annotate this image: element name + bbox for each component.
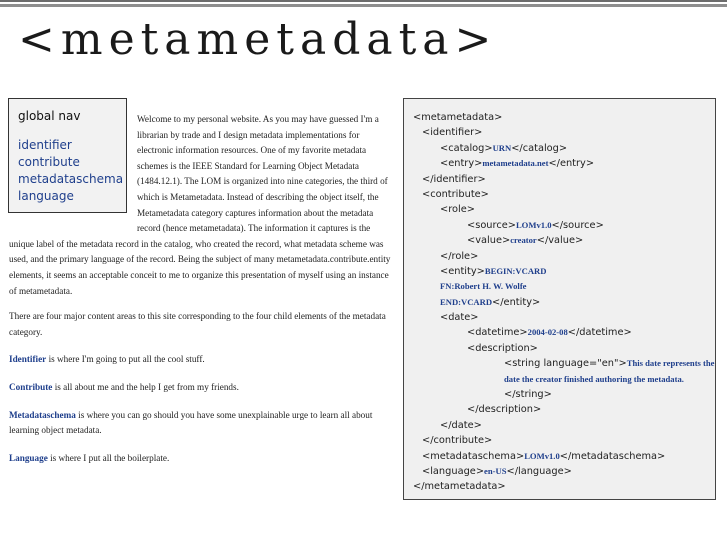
code-line: <string language="en">This date represents the date the creator finished authoring the metadata.</string>	[504, 358, 715, 401]
code-line: <metametadata>	[413, 112, 503, 123]
code-value: END:VCARD	[440, 296, 493, 307]
code-line: <identifier>	[422, 127, 483, 139]
code-value: This date represents the date the creator finished authoring the metadata.	[504, 358, 715, 384]
code-line: <role>	[440, 204, 475, 216]
area-text: is all about me and the help I get from my friends.	[52, 381, 239, 392]
code-line: <contribute>	[422, 188, 489, 200]
areas-paragraph: There are four major content areas to this site corresponding to the four child elements of the metadata category.	[9, 311, 386, 337]
nav-link-language[interactable]: language	[18, 189, 74, 203]
code-line: </date>	[440, 419, 482, 431]
area-text: is where I'm going to put all the cool stuff.	[46, 354, 205, 365]
area-link-language[interactable]: Language	[9, 452, 48, 463]
nav-link-identifier[interactable]: identifier	[18, 138, 72, 152]
code-line	[404, 279, 715, 294]
code-line: END:VCARD</entity>	[440, 296, 541, 308]
code-line: </description>	[467, 404, 542, 416]
global-nav-title: global nav	[18, 109, 81, 123]
code-value: URN	[492, 142, 512, 153]
area-item-identifier	[9, 352, 391, 368]
area-link-contribute[interactable]: Contribute	[9, 381, 53, 392]
code-line: </role>	[440, 250, 479, 262]
code-value: BEGIN:VCARD	[484, 265, 547, 276]
area-link-identifier[interactable]: Identifier	[9, 354, 47, 365]
area-text: is where I put all the boilerplate.	[47, 452, 170, 463]
code-line: <datetime>2004-02-08</datetime>	[467, 327, 632, 339]
code-line: <metadataschema>LOMv1.0</metadataschema>	[422, 450, 666, 462]
code-value: LOMv1.0	[524, 450, 560, 461]
area-text: is where you can go should you have some unexplainable urge to learn all about learning object metadata.	[9, 409, 373, 436]
area-link-metadataschema[interactable]: Metadataschema	[9, 409, 76, 420]
code-line: <language>en-US</language>	[422, 466, 572, 478]
main-content	[9, 112, 391, 478]
code-line: <description>	[467, 342, 538, 354]
code-line: </contribute>	[422, 435, 493, 447]
top-rule	[0, 0, 727, 8]
area-item-contribute	[9, 380, 391, 396]
top-rule-line	[0, 0, 727, 2]
code-value: en-US	[484, 466, 507, 477]
code-line: <source>LOMv1.0</source>	[467, 219, 604, 231]
code-value: metametadata.net	[482, 158, 549, 169]
area-item-language	[9, 451, 391, 467]
nav-link-metadataschema[interactable]: metadataschema	[18, 172, 124, 186]
code-value: 2004-02-08	[527, 327, 568, 338]
code-line: <catalog>URN</catalog>	[440, 142, 568, 154]
nav-link-contribute[interactable]: contribute	[18, 155, 80, 169]
xml-code-box	[403, 98, 716, 500]
code-line: <date>	[440, 312, 479, 324]
code-line: </identifier>	[422, 173, 486, 185]
intro-paragraph: Welcome to my personal website. As you may have guessed I'm a librarian by trade and I design metadata implementations for electronic information resources. One of my favorite metadata schemes is the IEEE Standard for Learning Object Metadata (1484.12.1). The LOM is organized into nine categories, the third of which is Metametadata. Instead of describing the object itself, the Metametadata category captures information about the metadata record (hence metametadata). The information it captures is the unique label of the metadata record in the catalog, who created the record, what metadata scheme was used, and the primary language of the record. Being the subject of many metametadata.contribute.entity elements, it seems an acceptable conceit to me to organize this presentation of myself using an instance of metametadata.	[9, 114, 391, 296]
code-line: <entity>BEGIN:VCARD	[440, 265, 547, 277]
code-line: <value>creator</value>	[467, 235, 584, 247]
code-line: </metametadata>	[413, 481, 506, 493]
code-value: FN:Robert H. W. Wolfe	[440, 281, 527, 292]
code-value: creator	[510, 235, 537, 246]
area-item-metadataschema	[9, 408, 391, 439]
code-value: LOMv1.0	[515, 219, 552, 230]
code-line: <entry>metametadata.net</entry>	[440, 158, 595, 170]
top-rule-line	[0, 4, 727, 7]
site-title: <metametadata>	[18, 14, 498, 65]
